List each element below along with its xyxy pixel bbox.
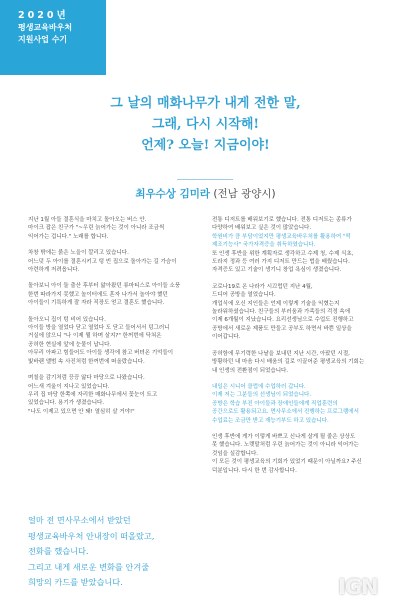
body-line: 며칠을 감기처럼 끙끙 앓다 마당으로 나왔습니다. bbox=[28, 375, 145, 382]
essay-headline bbox=[60, 93, 351, 156]
headline-line: 그래, 다시 시작해! bbox=[151, 117, 260, 132]
body-line: 도라지 정과 등 여러 가지 디저트 만드는 법을 배웠습니다. bbox=[212, 259, 350, 266]
right-column bbox=[212, 216, 392, 483]
body-paragraph bbox=[28, 216, 206, 241]
body-line: 어느새 겨울이 지나고 있었습니다. bbox=[28, 383, 110, 390]
year-label: 2020년 bbox=[18, 10, 69, 21]
body-line: 마이크 잡은 친구가 "~우린 늙어가는 것이 아니라 조금씩 bbox=[28, 225, 165, 232]
body-line: 거실에 앉으니 "나 이제 뭘 하며 살지?" 한꺼번에 닥쳐온 bbox=[28, 333, 162, 340]
body-line: 이어갑니다. bbox=[212, 334, 241, 341]
body-line: 공방에서 새로운 제품도 만들고 공부도 하면서 바쁜 일상을 bbox=[212, 325, 352, 332]
body-line: 어느덧 두 아이를 결혼시키고 텅 빈 집으로 돌아가는 길 가슴이 bbox=[28, 258, 177, 265]
body-line: 돌아보니 아이 둘 출산 후부터 앓아왔던 류마티스로 아이들 소풍 bbox=[28, 283, 181, 290]
highlighted-line: 수업료는 조금만 받고 재능기부도 하고 있습니다. bbox=[212, 417, 329, 424]
body-line: 우리 집 마당 한쪽에 자리한 매화나무에서 꽃눈이 트고 bbox=[28, 391, 158, 398]
body-line: 방황하던 내 마음 다시 배움의 길로 이끌어준 평생교육의 기회는 bbox=[212, 359, 365, 366]
body-paragraph bbox=[212, 350, 392, 375]
body-paragraph bbox=[212, 283, 392, 342]
body-line: 못 했습니다. 노랫말처럼 우린 늙어가는 것이 아니라 익어가는 bbox=[212, 442, 359, 449]
body-line: 놀라워하셨습니다. 친구들의 부러움과 가족들의 걱정 속에 bbox=[212, 309, 351, 316]
headline-line: 언제? 오늘! 지금이야! bbox=[141, 138, 270, 153]
highlighted-line: 공간으로도 활용되고요. 면사무소에서 진행하는 프로그램에서 bbox=[212, 409, 359, 416]
body-line: 전통 디저트를 배워보기로 했습니다. 전통 디저트는 종류가 bbox=[212, 217, 352, 223]
body-line: 차창 밖에는 붉은 노을이 깔리고 있습니다. bbox=[28, 250, 129, 257]
body-line: 드디어 공방을 열었습니다. bbox=[212, 292, 276, 299]
body-line: 다양하여 배워보고 싶은 것이 많았습니다. bbox=[212, 225, 312, 232]
pull-quote bbox=[28, 513, 208, 591]
body-line: 지난 1월 아들 결혼식을 마치고 돌아오는 버스 안. bbox=[28, 217, 147, 223]
watermark-logo: IGN bbox=[338, 575, 378, 599]
body-line: 이제 6개월이 지났습니다. 요리선생님으로 수업도 진행하고 bbox=[212, 317, 354, 324]
body-paragraph bbox=[212, 216, 392, 275]
body-paragraph bbox=[212, 433, 392, 475]
award-byline bbox=[0, 187, 411, 201]
left-column bbox=[28, 216, 206, 424]
body-paragraph bbox=[28, 282, 206, 307]
highlighted-line: 공방은 학습 부진 아이들과 장애인들에게 직업훈련의 bbox=[212, 400, 338, 407]
body-line: 자격증도 있고 기술이 생기니 창업 욕심이 생겼습니다. bbox=[212, 267, 342, 274]
body-line: 덕분입니다. 다시 한 번 감사합니다. bbox=[212, 467, 297, 474]
body-line: 이 모든 것이 평생교육의 기회가 있었기 때문이 아닐까요? 주신 bbox=[212, 459, 362, 466]
body-line: 있었습니다. 용기가 생겼습니다. bbox=[28, 400, 105, 407]
body-line: 빛바랜 앨범 속 사진처럼 한꺼번에 떠올랐습니다. bbox=[28, 358, 145, 365]
highlighted-line: 이제 저는 그분들의 선생님이 되었습니다. bbox=[212, 392, 312, 399]
body-line: 공허함에 무기력한 나날을 보내던 지난 시간, 아팠던 시절, bbox=[212, 350, 350, 357]
body-line: 또 인생 후반을 위한 계획자로 생각하고 수제 청, 수제 식초, bbox=[212, 250, 354, 257]
series-label-tab bbox=[0, 0, 106, 75]
body-line: 아이들 방을 열었다 닫고 열었다 도 닫고 들어서서 덩그러니 bbox=[28, 325, 170, 332]
body-line: 아무리 아파고 힘들어도 아이들 생각에 참고 버텨온 기억들이 bbox=[28, 350, 174, 357]
quote-line: 희망의 카드를 받았습니다. bbox=[28, 577, 123, 587]
body-line: 한번 따라가지 못했고 놀이터에도 혼자 나가서 놀아야 했던 bbox=[28, 291, 168, 298]
body-paragraph bbox=[212, 383, 392, 425]
body-line: 코로나19로 온 나라가 시끄럽던 지난 4월, bbox=[212, 283, 313, 290]
highlighted-line: 내일은 시니어 클럽에 수업하러 갑니다. bbox=[212, 383, 306, 390]
body-line: 것임을 실감합니다. bbox=[212, 450, 259, 457]
essay-label: 지원사업 수기 bbox=[18, 35, 68, 44]
body-line: 익어가는 겁니다." 노래를 합니다. bbox=[28, 233, 109, 240]
headline-line: 그 날의 매화나무가 내게 전한 말, bbox=[110, 96, 301, 111]
author-location: (전남 광양시) bbox=[213, 188, 276, 200]
highlighted-line: 제조기능사" 국가자격증을 취득하였습니다. bbox=[212, 242, 316, 249]
program-label: 평생교육바우처 bbox=[18, 23, 73, 32]
highlighted-line: 학원비가 큼 부담이었지만 평생교육바우처를 활용하여 "떡 bbox=[212, 233, 351, 240]
body-line: 내 인생의 전환점이 되었습니다. bbox=[212, 367, 289, 374]
body-line: 개업식에 오신 지인들은 언제 이렇게 기술을 익혔는지 bbox=[212, 300, 340, 307]
body-line: 돌아오니 집이 텅 비어 있습니다. bbox=[28, 316, 106, 323]
quote-line: 전화를 했습니다. bbox=[28, 546, 89, 556]
body-line: "나도 이제고 있으면 안 돼! 열심히 살 거야!" bbox=[28, 408, 135, 415]
body-line: 아이들이 기특하게 잘 자라 직장도 얻고 결혼도 했습니다. bbox=[28, 300, 165, 307]
body-line: 인생 후반에 게가 이렇게 바쁘고 신나게 살게 될 줄은 상상도 bbox=[212, 433, 356, 440]
quote-line: 평생교육바우처 안내장이 떠올랐고, bbox=[28, 530, 155, 541]
quote-line: 그리고 내게 새로운 변화를 안겨줄 bbox=[28, 561, 150, 572]
quote-line: 얼마 전 면사무소에서 받았던 bbox=[28, 515, 131, 525]
body-line: 공허한 현실에 앞에 눈물이 납니다. bbox=[28, 341, 112, 348]
body-line: 아련하게 저려옵니다. bbox=[28, 267, 80, 274]
title-divider bbox=[177, 179, 233, 180]
award-name: 최우수상 김미라 bbox=[135, 188, 211, 200]
body-paragraph bbox=[28, 374, 206, 416]
body-paragraph bbox=[28, 316, 206, 366]
body-paragraph bbox=[28, 249, 206, 274]
